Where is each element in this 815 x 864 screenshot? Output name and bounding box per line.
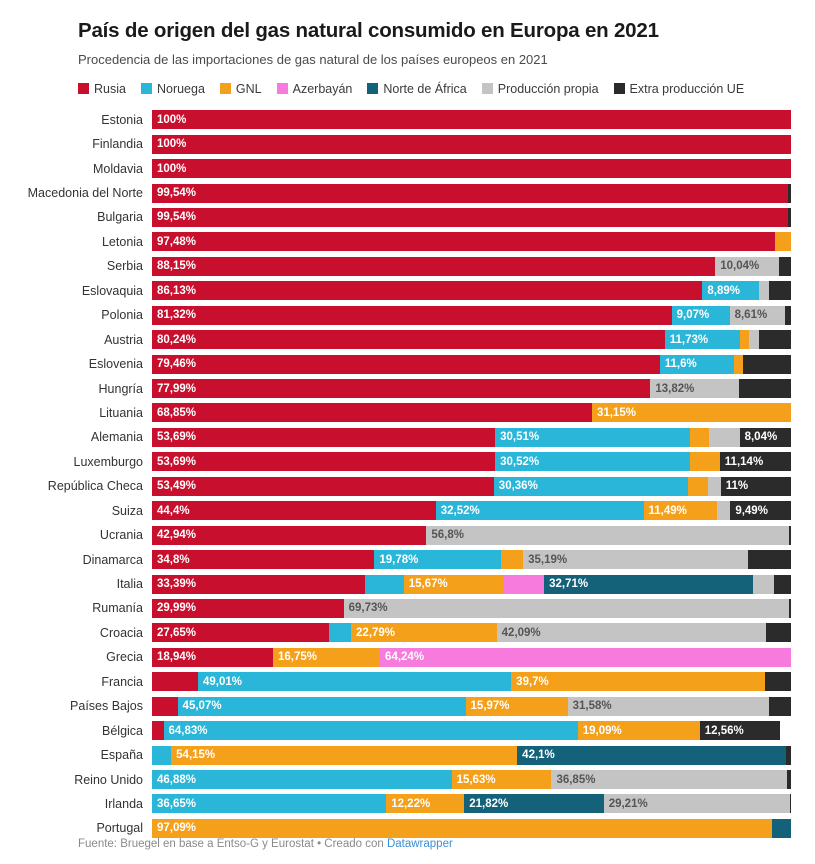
bar-segment[interactable]	[452, 770, 552, 789]
row-label-country: Francia	[101, 674, 143, 689]
bar-segment-value: 99,54%	[157, 187, 197, 200]
bar-segment[interactable]	[708, 477, 721, 496]
bar-segment-value: 21,82%	[469, 797, 509, 810]
row-label-country: Polonia	[101, 308, 143, 323]
bar-segment[interactable]	[517, 746, 786, 765]
row-label-country: Italia	[116, 577, 143, 592]
bar-segment[interactable]	[436, 501, 644, 520]
chart-row	[24, 718, 791, 742]
bar-segment[interactable]	[717, 501, 730, 520]
bar-segment[interactable]	[152, 477, 494, 496]
chart-row	[24, 132, 791, 156]
bar-segment[interactable]	[152, 428, 495, 447]
row-label-country: Luxemburgo	[73, 454, 143, 469]
bar-segment[interactable]	[720, 452, 791, 471]
bar-segment-value: 8,61%	[734, 309, 768, 322]
bar-segment[interactable]	[785, 306, 791, 325]
bar-track	[152, 428, 791, 447]
bar-segment[interactable]	[772, 819, 791, 838]
bar-segment[interactable]	[511, 672, 765, 691]
chart-row	[24, 327, 791, 351]
bar-segment[interactable]	[152, 403, 592, 422]
bar-segment[interactable]	[365, 575, 403, 594]
bar-segment[interactable]	[152, 672, 198, 691]
bar-segment-value: 45,07%	[182, 700, 222, 713]
legend-label: Extra producción UE	[629, 81, 745, 96]
bar-segment-value: 97,48%	[157, 235, 197, 248]
bar-segment-value: 18,94%	[157, 651, 197, 664]
bar-segment[interactable]	[730, 306, 785, 325]
bar-segment-value: 68,85%	[157, 406, 197, 419]
bar-segment[interactable]	[740, 330, 749, 349]
bar-track	[152, 135, 791, 154]
bar-track	[152, 648, 791, 667]
chart-subtitle: Procedencia de las importaciones de gas natural de los países europeos en 2021	[78, 51, 548, 67]
row-label-country: Estonia	[101, 112, 143, 127]
bar-segment-value: 10,04%	[720, 260, 760, 273]
bar-segment-value: 46,88%	[157, 773, 197, 786]
chart-rows	[24, 108, 791, 841]
bar-segment[interactable]	[660, 355, 734, 374]
bar-track	[152, 330, 791, 349]
bar-segment-value: 86,13%	[157, 284, 197, 297]
bar-segment[interactable]	[759, 330, 791, 349]
bar-segment-value: 42,09%	[501, 626, 541, 639]
chart-row	[24, 303, 791, 327]
bar-track	[152, 550, 791, 569]
bar-segment[interactable]	[344, 599, 790, 618]
chart-footer	[78, 838, 453, 850]
bar-segment[interactable]	[152, 184, 788, 203]
bar-segment[interactable]	[790, 794, 791, 813]
bar-track	[152, 208, 791, 227]
bar-segment-value: 9,07%	[676, 309, 710, 322]
bar-segment-value: 79,46%	[157, 358, 197, 371]
bar-segment-value: 11,73%	[669, 333, 709, 346]
bar-segment[interactable]	[152, 599, 344, 618]
bar-segment-value: 42,94%	[157, 529, 197, 542]
row-label-country: Finlandia	[92, 137, 143, 152]
chart-row	[24, 376, 791, 400]
bar-segment[interactable]	[551, 770, 786, 789]
bar-segment-value: 15,63%	[456, 773, 496, 786]
bar-segment[interactable]	[152, 135, 791, 154]
bar-segment[interactable]	[523, 550, 748, 569]
bar-track	[152, 501, 791, 520]
bar-segment[interactable]	[329, 623, 351, 642]
bar-segment-value: 29,99%	[157, 602, 197, 615]
bar-segment[interactable]	[592, 403, 791, 422]
bar-segment[interactable]	[766, 623, 791, 642]
legend-label: GNL	[235, 81, 262, 96]
bar-segment[interactable]	[426, 526, 789, 545]
legend-item-extra-producci-n-ue[interactable]	[614, 82, 745, 96]
chart-row	[24, 401, 791, 425]
bar-segment[interactable]	[774, 575, 791, 594]
bar-segment-value: 64,24%	[385, 651, 425, 664]
bar-segment-value: 42,1%	[522, 749, 555, 762]
chart-row	[24, 523, 791, 547]
bar-segment-value: 49,01%	[203, 675, 243, 688]
row-label-country: República Checa	[47, 479, 143, 494]
bar-segment-value: 99,54%	[157, 211, 197, 224]
bar-segment[interactable]	[152, 379, 650, 398]
bar-segment[interactable]	[544, 575, 753, 594]
bar-segment-value: 53,69%	[157, 431, 197, 444]
legend-item-gnl[interactable]	[220, 82, 262, 96]
row-label-country: Austria	[104, 332, 143, 347]
bar-segment[interactable]	[730, 501, 791, 520]
legend-item-rusia[interactable]	[78, 82, 126, 96]
bar-segment-value: 31,15%	[596, 406, 636, 419]
legend-swatch-icon	[367, 83, 378, 94]
bar-segment-value: 56,8%	[431, 529, 464, 542]
chart-row	[24, 596, 791, 620]
bar-segment[interactable]	[386, 794, 464, 813]
chart-row	[24, 572, 791, 596]
bar-segment[interactable]	[787, 770, 791, 789]
bar-segment-value: 36,85%	[556, 773, 596, 786]
chart-row	[24, 547, 791, 571]
legend-swatch-icon	[614, 83, 625, 94]
bar-segment[interactable]	[789, 599, 791, 618]
bar-track	[152, 306, 791, 325]
bar-segment[interactable]	[672, 306, 730, 325]
bar-segment-value: 100%	[157, 138, 187, 151]
bar-segment-value: 54,15%	[176, 749, 216, 762]
legend-swatch-icon	[220, 83, 231, 94]
bar-segment-value: 29,21%	[608, 797, 648, 810]
bar-segment[interactable]	[374, 550, 500, 569]
bar-track	[152, 452, 791, 471]
bar-segment[interactable]	[721, 477, 791, 496]
legend-item-producci-n-propia[interactable]	[482, 82, 599, 96]
legend-swatch-icon	[277, 83, 288, 94]
bar-segment[interactable]	[152, 355, 660, 374]
bar-segment[interactable]	[152, 110, 791, 129]
bar-segment-value: 19,09%	[582, 724, 622, 737]
bar-segment[interactable]	[765, 672, 791, 691]
row-label-country: Macedonia del Norte	[27, 186, 143, 201]
bar-segment[interactable]	[495, 452, 690, 471]
bar-segment[interactable]	[501, 550, 523, 569]
bar-segment-value: 11,6%	[664, 358, 697, 371]
bar-segment[interactable]	[152, 819, 772, 838]
bar-segment[interactable]	[749, 330, 759, 349]
bar-segment[interactable]	[700, 721, 780, 740]
bar-segment[interactable]	[769, 697, 791, 716]
legend-item-noruega[interactable]	[141, 82, 205, 96]
bar-track	[152, 575, 791, 594]
bar-segment-value: 35,19%	[528, 553, 568, 566]
bar-segment-value: 16,75%	[278, 651, 318, 664]
bar-segment[interactable]	[152, 721, 164, 740]
bar-segment-value: 53,69%	[157, 455, 197, 468]
bar-track	[152, 477, 791, 496]
bar-segment[interactable]	[152, 770, 452, 789]
bar-segment[interactable]	[709, 428, 739, 447]
bar-track	[152, 281, 791, 300]
bar-track	[152, 232, 791, 251]
bar-segment-value: 69,73%	[348, 602, 388, 615]
bar-segment[interactable]	[748, 550, 791, 569]
bar-segment[interactable]	[786, 746, 791, 765]
bar-segment-value: 11,14%	[724, 455, 764, 468]
chart-row	[24, 352, 791, 376]
bar-segment-value: 8,89%	[707, 284, 740, 297]
bar-segment[interactable]	[743, 355, 791, 374]
bar-segment[interactable]	[769, 281, 791, 300]
bar-track	[152, 355, 791, 374]
row-label-country: Países Bajos	[70, 699, 143, 714]
bar-segment[interactable]	[164, 721, 578, 740]
bar-segment[interactable]	[152, 159, 791, 178]
bar-segment[interactable]	[152, 550, 374, 569]
legend-label: Producción propia	[497, 81, 599, 96]
chart-row	[24, 670, 791, 694]
bar-segment[interactable]	[775, 232, 791, 251]
chart-row	[24, 694, 791, 718]
legend-label: Noruega	[156, 81, 205, 96]
chart-row	[24, 254, 791, 278]
row-label-country: España	[100, 748, 143, 763]
chart-legend	[78, 82, 791, 96]
bar-segment-value: 30,36%	[498, 480, 538, 493]
bar-segment-value: 97,09%	[157, 822, 197, 835]
bar-segment-value: 77,99%	[157, 382, 197, 395]
row-label-country: Eslovaquia	[81, 283, 143, 298]
bar-segment[interactable]	[198, 672, 511, 691]
row-label-country: Dinamarca	[82, 552, 143, 567]
chart-row	[24, 156, 791, 180]
chart-row	[24, 816, 791, 840]
bar-track	[152, 110, 791, 129]
row-label-country: Moldavia	[92, 161, 143, 176]
bar-segment[interactable]	[495, 428, 690, 447]
legend-swatch-icon	[141, 83, 152, 94]
legend-swatch-icon	[482, 83, 493, 94]
row-label-country: Lituania	[99, 405, 143, 420]
bar-segment[interactable]	[351, 623, 497, 642]
chart-row	[24, 205, 791, 229]
bar-segment[interactable]	[152, 526, 426, 545]
legend-label: Norte de África	[383, 81, 467, 96]
bar-segment[interactable]	[734, 355, 744, 374]
chart-row	[24, 425, 791, 449]
bar-segment[interactable]	[464, 794, 603, 813]
bar-segment[interactable]	[152, 648, 273, 667]
bar-segment-value: 30,52%	[500, 455, 540, 468]
row-label-country: Bulgaria	[97, 210, 143, 225]
bar-segment-value: 39,7%	[516, 675, 549, 688]
chart-row	[24, 743, 791, 767]
chart-row	[24, 767, 791, 791]
datawrapper-link[interactable]: Datawrapper	[386, 838, 453, 850]
chart-row	[24, 645, 791, 669]
bar-segment-value: 44,4%	[157, 504, 190, 517]
bar-segment-value: 32,52%	[440, 504, 480, 517]
bar-segment-value: 100%	[157, 113, 187, 126]
bar-segment[interactable]	[178, 697, 466, 716]
bar-segment[interactable]	[466, 697, 568, 716]
bar-segment-value: 30,51%	[500, 431, 540, 444]
legend-item-norte-de-frica[interactable]	[367, 82, 466, 96]
row-label-country: Ucrania	[99, 528, 143, 543]
bar-segment-value: 13,82%	[655, 382, 695, 395]
bar-segment[interactable]	[404, 575, 504, 594]
bar-segment[interactable]	[690, 428, 709, 447]
bar-segment-value: 22,79%	[356, 626, 396, 639]
bar-track	[152, 721, 791, 740]
bar-segment[interactable]	[152, 501, 436, 520]
chart-row	[24, 108, 791, 132]
bar-segment[interactable]	[497, 623, 766, 642]
chart-row	[24, 474, 791, 498]
bar-track	[152, 794, 791, 813]
bar-segment[interactable]	[690, 452, 720, 471]
bar-segment-value: 27,65%	[157, 626, 197, 639]
bar-segment-value: 36,65%	[157, 797, 197, 810]
legend-label: Azerbayán	[292, 81, 353, 96]
bar-track	[152, 672, 791, 691]
bar-segment-value: 19,78%	[379, 553, 419, 566]
bar-track	[152, 257, 791, 276]
bar-segment[interactable]	[152, 208, 788, 227]
bar-segment[interactable]	[665, 330, 740, 349]
row-label-country: Rumanía	[92, 601, 143, 616]
bar-segment[interactable]	[504, 575, 544, 594]
bar-segment-value: 9,49%	[735, 504, 768, 517]
bar-track	[152, 184, 791, 203]
bar-segment-value: 8,04%	[744, 431, 778, 444]
row-label-country: Irlanda	[104, 796, 143, 811]
bar-segment-value: 31,58%	[572, 700, 612, 713]
bar-segment[interactable]	[380, 648, 790, 667]
bar-segment[interactable]	[152, 575, 365, 594]
row-label-country: Hungría	[98, 381, 143, 396]
row-label-country: Grecia	[106, 650, 143, 665]
bar-segment-value: 34,8%	[157, 553, 190, 566]
bar-track	[152, 770, 791, 789]
bar-segment-value: 88,15%	[157, 260, 197, 273]
bar-segment-value: 100%	[157, 162, 187, 175]
bar-segment[interactable]	[494, 477, 688, 496]
row-label-country: Suiza	[111, 503, 143, 518]
bar-segment[interactable]	[650, 379, 738, 398]
bar-segment[interactable]	[273, 648, 380, 667]
row-label-country: Bélgica	[102, 723, 143, 738]
bar-segment[interactable]	[152, 306, 672, 325]
bar-segment[interactable]	[152, 623, 329, 642]
bar-segment[interactable]	[753, 575, 773, 594]
bar-segment[interactable]	[788, 208, 791, 227]
row-label-country: Eslovenia	[88, 357, 143, 372]
bar-segment-value: 80,24%	[157, 333, 197, 346]
bar-segment-value: 12,22%	[391, 797, 431, 810]
bar-track	[152, 623, 791, 642]
bar-track	[152, 819, 791, 838]
chart-row	[24, 450, 791, 474]
chart-row	[24, 181, 791, 205]
bar-segment[interactable]	[171, 746, 517, 765]
bar-segment[interactable]	[779, 257, 791, 276]
bar-segment[interactable]	[702, 281, 759, 300]
bar-segment[interactable]	[788, 184, 791, 203]
bar-segment[interactable]	[152, 257, 715, 276]
legend-swatch-icon	[78, 83, 89, 94]
chart-row	[24, 230, 791, 254]
bar-segment-value: 11%	[725, 480, 749, 493]
bar-track	[152, 599, 791, 618]
bar-track	[152, 746, 791, 765]
bar-segment[interactable]	[152, 330, 665, 349]
row-label-country: Croacia	[99, 625, 143, 640]
bar-segment[interactable]	[152, 232, 775, 251]
bar-segment[interactable]	[152, 746, 171, 765]
chart-row	[24, 499, 791, 523]
bar-segment[interactable]	[152, 697, 178, 716]
bar-segment[interactable]	[759, 281, 769, 300]
bar-segment[interactable]	[152, 452, 495, 471]
bar-segment[interactable]	[740, 428, 791, 447]
row-label-country: Letonia	[101, 234, 143, 249]
bar-segment[interactable]	[644, 501, 717, 520]
bar-segment-value: 64,83%	[168, 724, 208, 737]
bar-segment-value: 15,97%	[470, 700, 510, 713]
bar-segment[interactable]	[739, 379, 791, 398]
bar-segment-value: 11,49%	[648, 504, 687, 517]
bar-segment[interactable]	[578, 721, 700, 740]
bar-segment-value: 32,71%	[549, 578, 589, 591]
bar-segment-value: 53,49%	[157, 480, 197, 493]
chart-row	[24, 621, 791, 645]
footer-source-text: Fuente: Bruegel en base a Entso-G y Eurostat • Creado con	[78, 838, 387, 850]
bar-segment[interactable]	[152, 794, 386, 813]
page-title: País de origen del gas natural consumido en Europa en 2021	[78, 19, 659, 42]
bar-track	[152, 403, 791, 422]
bar-segment-value: 33,39%	[157, 578, 197, 591]
bar-track	[152, 526, 791, 545]
bar-segment[interactable]	[152, 281, 702, 300]
legend-label: Rusia	[94, 81, 126, 96]
bar-track	[152, 379, 791, 398]
bar-segment[interactable]	[789, 526, 791, 545]
bar-segment[interactable]	[688, 477, 708, 496]
bar-segment-value: 15,67%	[408, 578, 448, 591]
row-label-country: Reino Unido	[74, 772, 143, 787]
bar-segment[interactable]	[568, 697, 770, 716]
chart-row	[24, 279, 791, 303]
row-label-country: Serbia	[106, 259, 143, 274]
bar-track	[152, 697, 791, 716]
row-label-country: Alemania	[90, 430, 143, 445]
legend-item-azerbay-n[interactable]	[277, 82, 353, 96]
bar-segment[interactable]	[604, 794, 791, 813]
chart-row	[24, 792, 791, 816]
bar-segment-value: 12,56%	[704, 724, 744, 737]
bar-segment-value: 81,32%	[157, 309, 197, 322]
row-label-country: Portugal	[96, 821, 143, 836]
bar-track	[152, 159, 791, 178]
bar-segment[interactable]	[715, 257, 779, 276]
